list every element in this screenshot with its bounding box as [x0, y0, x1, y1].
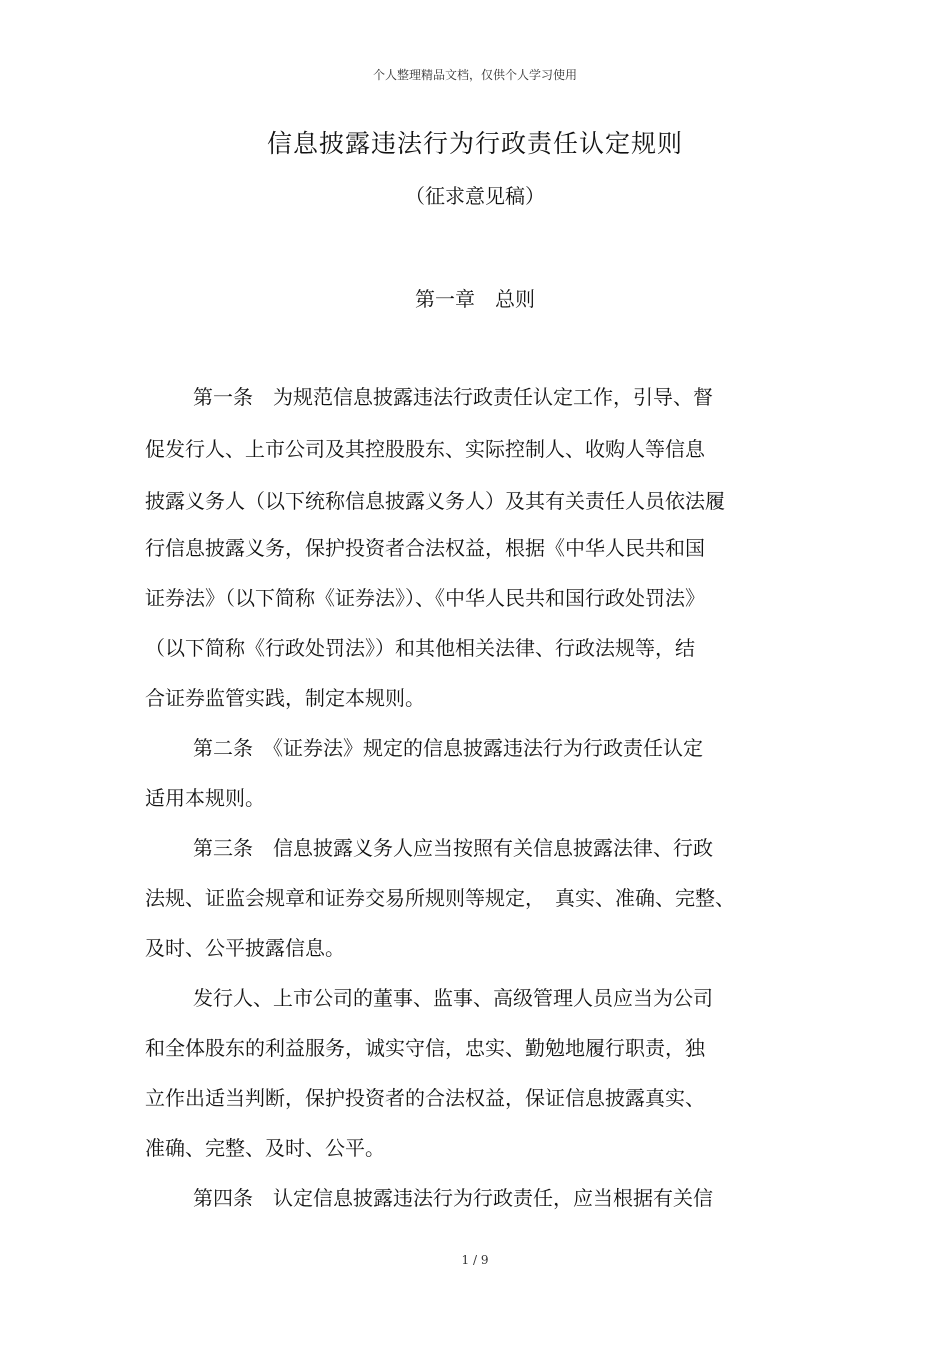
text-line: 发行人、上市公司的董事、监事、高级管理人员应当为公司: [193, 986, 713, 1010]
chapter-heading: 第一章 总则: [415, 287, 535, 311]
text-line: 立作出适当判断，保护投资者的合法权益，保证信息披露真实、: [145, 1086, 705, 1110]
text-line: 披露义务人（以下统称信息披露义务人）及其有关责任人员依法履: [145, 489, 725, 513]
text-line: 第三条 信息披露义务人应当按照有关信息披露法律、行政: [193, 836, 713, 860]
text-line: 第一条 为规范信息披露违法行政责任认定工作，引导、督: [193, 385, 713, 409]
text-line: 第四条 认定信息披露违法行为行政责任，应当根据有关信: [193, 1186, 713, 1210]
document-title: 信息披露违法行为行政责任认定规则: [266, 129, 683, 158]
page-header: 个人整理精品文档，仅供个人学习使用: [372, 68, 577, 82]
text-line: 行信息披露义务，保护投资者合法权益，根据《中华人民共和国: [145, 536, 705, 560]
text-line: 合证券监管实践，制定本规则。: [145, 686, 425, 710]
text-line: 证券法》（以下简称《证券法》）、《中华人民共和国行政处罚法》: [145, 586, 705, 610]
text-line: 适用本规则。: [145, 786, 265, 810]
text-line: 及时、公平披露信息。: [145, 936, 345, 960]
text-line: 促发行人、上市公司及其控股股东、实际控制人、收购人等信息: [145, 437, 705, 461]
text-line: 准确、完整、及时、公平。: [145, 1136, 385, 1160]
document-subtitle: （征求意见稿）: [405, 184, 545, 208]
text-line: （以下简称《行政处罚法》）和其他相关法律、行政法规等，结: [145, 636, 695, 660]
page-number: 1 / 9: [461, 1253, 489, 1267]
text-line: 第二条 《证券法》规定的信息披露违法行为行政责任认定: [193, 736, 703, 760]
text-line: 法规、证监会规章和证券交易所规则等规定， 真实、准确、完整、: [145, 886, 735, 910]
text-line: 和全体股东的利益服务，诚实守信，忠实、勤勉地履行职责，独: [145, 1036, 705, 1060]
